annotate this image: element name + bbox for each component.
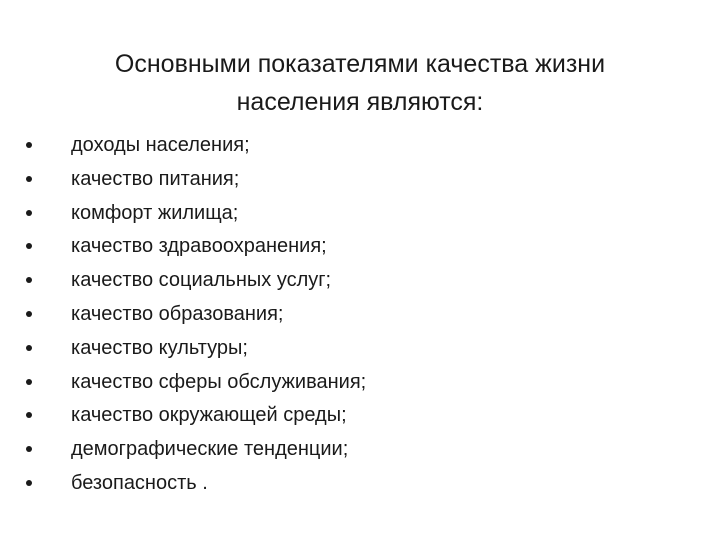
list-item <box>26 131 686 165</box>
bullet-dot-icon <box>26 446 32 452</box>
list-item-text: качество социальных услуг; <box>71 269 332 292</box>
bullet-dot-icon <box>26 480 32 486</box>
slide-title-line-2: населения являются: <box>236 87 484 116</box>
list-item-text: качество сферы обслуживания; <box>71 370 367 393</box>
list-item-text: демографические тенденции; <box>71 438 349 461</box>
list-item <box>26 368 686 402</box>
bullet-list <box>26 131 686 503</box>
list-item <box>26 232 686 266</box>
list-item <box>26 435 686 469</box>
list-item-text: качество здравоохранения; <box>71 235 327 258</box>
list-item <box>26 266 686 300</box>
list-item-text: качество культуры; <box>71 336 248 359</box>
list-item-text: доходы населения; <box>71 134 250 156</box>
bullet-dot-icon <box>26 311 32 317</box>
bullet-dot-icon <box>26 210 32 216</box>
bullet-dot-icon <box>26 345 32 351</box>
bullet-dot-icon <box>26 176 32 182</box>
bullet-dot-icon <box>26 142 32 148</box>
list-item <box>26 334 686 368</box>
bullet-dot-icon <box>26 412 32 418</box>
list-item-text: безопасность . <box>71 471 208 494</box>
slide-title-line-1: Основными показателями качества жизни <box>114 49 606 78</box>
bullet-dot-icon <box>26 277 32 283</box>
list-item <box>26 300 686 334</box>
list-item <box>26 401 686 435</box>
bullet-dot-icon <box>26 243 32 249</box>
list-item-text: качество питания; <box>71 167 240 190</box>
list-item <box>26 165 686 199</box>
list-item <box>26 469 686 503</box>
list-item-text: качество окружающей среды; <box>71 404 347 427</box>
list-item <box>26 199 686 233</box>
bullet-dot-icon <box>26 379 32 385</box>
slide-title <box>36 45 684 121</box>
list-item-text: качество образования; <box>71 302 284 325</box>
list-item-text: комфорт жилища; <box>71 201 239 224</box>
